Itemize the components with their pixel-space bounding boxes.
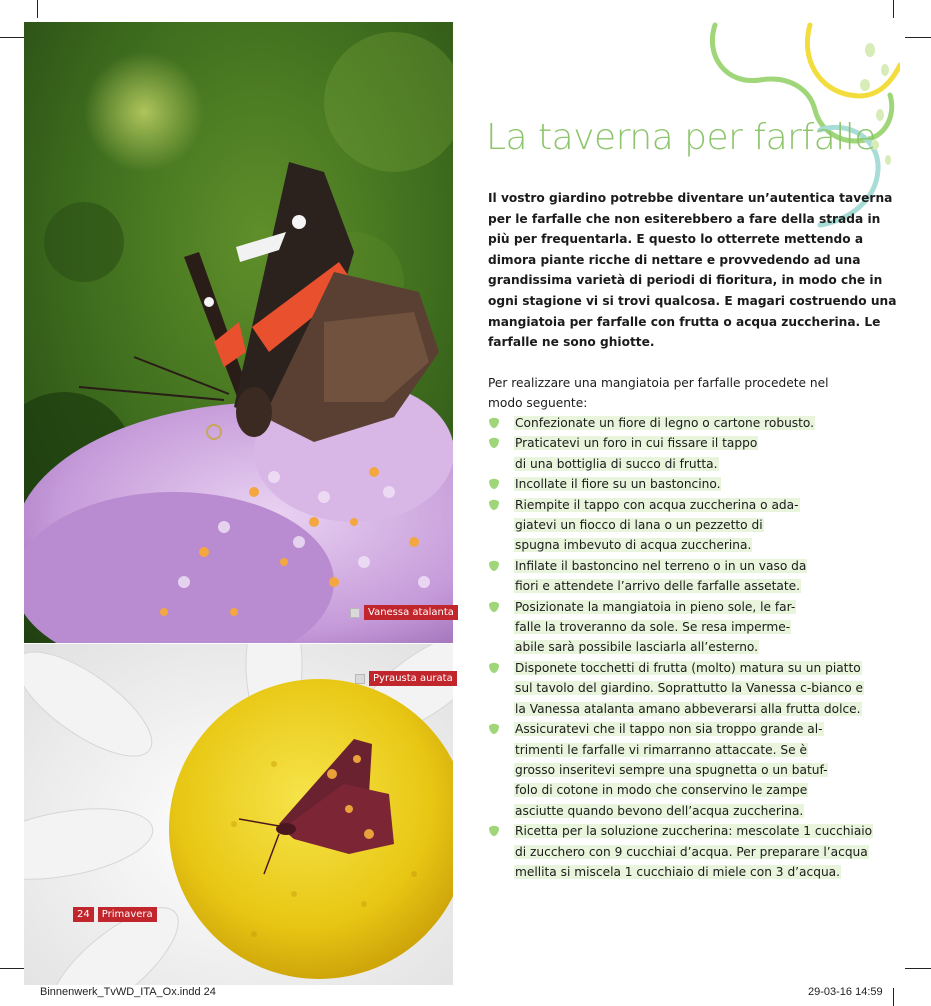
list-item-line (514, 474, 838, 494)
intro-line: per le farfalle che non esiterebbero a fare della strada in (488, 211, 881, 226)
list-item-line (514, 740, 838, 760)
list-item-line (514, 780, 838, 800)
photo-caption-bottom (355, 671, 457, 686)
crop-mark (905, 37, 931, 38)
list-item (488, 433, 838, 474)
list-item (488, 821, 873, 882)
list-item-line (514, 760, 838, 780)
list-item (488, 658, 864, 719)
page-folio (73, 907, 157, 922)
list-item (488, 597, 838, 658)
list-item-line (514, 433, 838, 453)
crop-mark (893, 988, 894, 1006)
list-item-text: asciutte quando bevono dell’acqua zuccherina. (515, 803, 804, 818)
list-item-text: Assicuratevi che il tappo non sia troppo grande al- (515, 722, 823, 737)
footer-date-info: 29-03-16 14:59 (808, 986, 883, 998)
list-item-text: Disponete tocchetti di frutta (molto) matura su un piatto (515, 660, 861, 675)
lead-line: Per realizzare una mangiatoia per farfalle procedete nel (488, 376, 829, 390)
intro-line: mangiatoia per farfalle con frutta o acqua zuccherina. Le (488, 314, 881, 329)
list-item-text: sul tavolo del giardino. Soprattutto la Vanessa c-bianco e (515, 681, 864, 696)
list-item-text: di una bottiglia di succo di frutta. (515, 456, 718, 471)
leaf-bullet-icon (488, 825, 500, 836)
intro-line: farfalle ne sono ghiotte. (488, 335, 655, 350)
list-item-line (514, 535, 838, 555)
list-item (488, 556, 838, 597)
list-item-text: Confezionate un fiore di legno o cartone robusto. (515, 416, 815, 430)
list-item-line (514, 556, 838, 576)
leaf-bullet-icon (488, 723, 500, 734)
intro-line: ogni stagione vi si trovi qualcosa. E magari costruendo una (488, 293, 897, 308)
list-item-text: folo di cotone in modo che conservino le zampe (515, 783, 808, 798)
list-item-line (514, 719, 838, 739)
crop-mark (893, 0, 894, 18)
page-title: La taverna per farfalle (486, 117, 876, 158)
leaf-bullet-icon (488, 560, 500, 571)
caption-marker (350, 608, 360, 618)
list-item-line (514, 637, 838, 657)
section-name: Primavera (98, 907, 157, 922)
page-number: 24 (73, 907, 94, 922)
leaf-bullet-icon (488, 662, 500, 673)
list-item-text: mellita si miscela 1 cucchiaio di miele con 3 d’acqua. (515, 864, 841, 879)
moth-photo (24, 644, 453, 985)
list-item (488, 495, 838, 556)
list-item-line (514, 454, 838, 474)
list-item-text: trimenti le farfalle vi rimarranno attaccate. Se è (515, 742, 807, 757)
list-item-line (514, 842, 868, 862)
list-item-text: Posizionate la mangiatoia in pieno sole, le far- (515, 599, 796, 614)
lead-line: modo seguente: (488, 396, 588, 411)
caption-marker (355, 674, 365, 684)
list-item-text: Praticatevi un foro in cui fissare il tappo (515, 436, 758, 451)
list-item-text: Incollate il fiore su un bastoncino. (515, 477, 721, 492)
intro-line: più per frequentarla. E questo lo otterrete mettendo a (488, 232, 864, 247)
list-item-text: falle la troveranno da sole. Se resa imperme- (515, 620, 791, 635)
photo-caption-top (350, 605, 458, 620)
list-item-text: di zucchero con 9 cucchiai d’acqua. Per preparare l’acqua (515, 844, 868, 859)
list-item-line (514, 658, 861, 678)
intro-paragraph (488, 188, 897, 353)
lead-paragraph (488, 373, 838, 414)
caption-label: Vanessa atalanta (364, 605, 458, 620)
list-item-text: giatevi un fiocco di lana o un pezzetto di (515, 518, 763, 533)
list-item-line (514, 862, 841, 882)
crop-mark (37, 0, 38, 18)
list-item-text: abile sarà possibile lasciarla all’esterno. (515, 640, 759, 655)
list-item-line (514, 617, 838, 637)
intro-line: dimora piante ricche di nettare e provvedendo ad una (488, 252, 861, 267)
list-item-text: Ricetta per la soluzione zuccherina: mescolate 1 cucchiaio (515, 824, 873, 839)
list-item-line (514, 515, 838, 535)
list-item-text: la Vanessa atalanta amano abbeverarsi alla frutta dolce. (515, 701, 861, 716)
list-item-text: Infilate il bastoncino nel terreno o in un vaso da (515, 558, 807, 573)
list-item (488, 413, 838, 433)
butterfly-photo (24, 22, 453, 643)
leaf-bullet-icon (488, 437, 500, 448)
leaf-bullet-icon (488, 417, 500, 428)
crop-mark (905, 968, 931, 969)
list-item-line (514, 413, 838, 433)
list-item-text: Riempite il tappo con acqua zuccherina o ada- (515, 497, 799, 512)
list-item-text: grosso inseritevi sempre una spugnetta o un batuf- (515, 762, 828, 777)
list-item (488, 474, 838, 494)
intro-line: Il vostro giardino potrebbe diventare un’autentica taverna (488, 191, 893, 205)
list-item-text: fiori e attendete l’arrivo delle farfalle assetate. (515, 579, 800, 594)
intro-line: grandissima varietà di periodi di fioritura, in modo che in (488, 273, 883, 288)
list-item-line (514, 699, 861, 719)
list-item-line (514, 576, 838, 596)
steps-list (488, 413, 873, 882)
list-item (488, 719, 838, 821)
caption-label: Pyrausta aurata (369, 671, 457, 686)
leaf-bullet-icon (488, 478, 500, 489)
list-item-text: spugna imbevuto di acqua zuccherina. (515, 538, 752, 553)
crop-mark (0, 37, 24, 38)
crop-mark (0, 968, 24, 969)
list-item-line (514, 821, 873, 841)
leaf-bullet-icon (488, 601, 500, 612)
list-item-line (514, 801, 838, 821)
footer-file-info: Binnenwerk_TvWD_ITA_Ox.indd 24 (40, 986, 216, 998)
leaf-bullet-icon (488, 499, 500, 510)
list-item-line (514, 495, 838, 515)
list-item-line (514, 597, 838, 617)
list-item-line (514, 678, 864, 698)
